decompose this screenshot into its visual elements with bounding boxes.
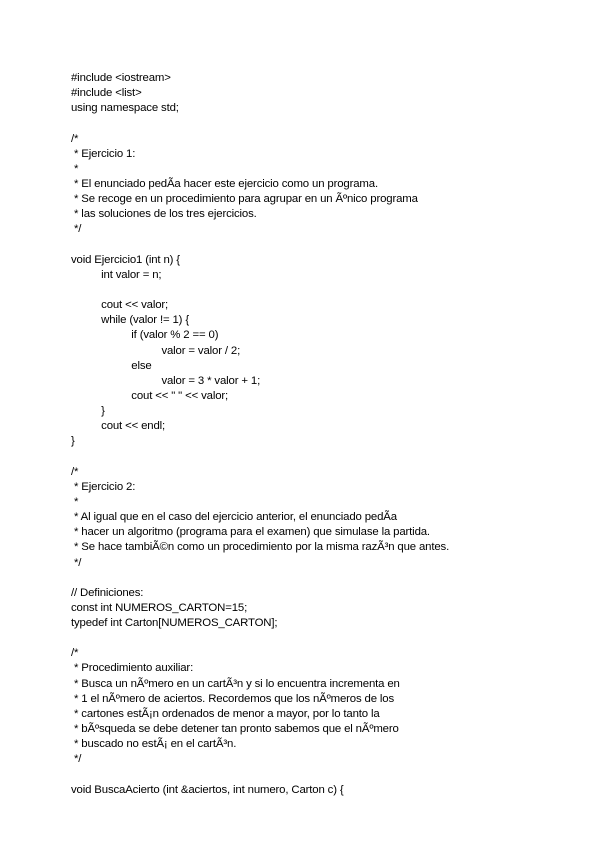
code-line xyxy=(71,767,571,782)
code-line: */ xyxy=(71,556,82,569)
code-line: * El enunciado pedÃa hacer este ejercicio como un programa. xyxy=(71,177,378,190)
code-line xyxy=(71,116,571,131)
code-line: } xyxy=(71,405,105,418)
code-line: void BuscaAcierto (int &aciertos, int numero, Carton c) { xyxy=(71,783,344,796)
code-line: * Ejercicio 2: xyxy=(71,480,136,493)
code-line: #include <iostream> xyxy=(71,72,171,84)
code-listing xyxy=(71,71,571,798)
code-line: using namespace std; xyxy=(71,102,179,115)
code-line: typedef int Carton[NUMEROS_CARTON]; xyxy=(71,617,278,630)
code-line: cout << " " << valor; xyxy=(71,389,229,402)
code-line: * 1 el nÃºmero de aciertos. Recordemos que los nÃºmeros de los xyxy=(71,692,395,705)
code-line: else xyxy=(71,359,152,372)
code-line: * Busca un nÃºmero en un cartÃ³n y si lo encuentra incrementa en xyxy=(71,677,400,690)
code-line: /* xyxy=(71,132,79,145)
code-line: if (valor % 2 == 0) xyxy=(71,329,219,342)
code-line: cout << endl; xyxy=(71,420,166,433)
code-line: } xyxy=(71,435,75,448)
code-line xyxy=(71,238,571,253)
code-line xyxy=(71,450,571,465)
code-line: int valor = n; xyxy=(71,268,162,281)
code-line: * Procedimiento auxiliar: xyxy=(71,662,194,675)
code-line xyxy=(71,283,571,298)
code-line: * xyxy=(71,162,79,175)
code-line: * las soluciones de los tres ejercicios. xyxy=(71,208,257,221)
code-line: valor = 3 * valor + 1; xyxy=(71,374,261,387)
code-line: while (valor != 1) { xyxy=(71,314,189,327)
code-line: * cartones estÃ¡n ordenados de menor a mayor, por lo tanto la xyxy=(71,707,380,720)
code-line: void Ejercicio1 (int n) { xyxy=(71,253,180,266)
code-line: */ xyxy=(71,753,82,766)
code-line: const int NUMEROS_CARTON=15; xyxy=(71,601,248,614)
code-line: * hacer un algoritmo (programa para el examen) que simulase la partida. xyxy=(71,526,430,539)
code-line: * Al igual que en el caso del ejercicio anterior, el enunciado pedÃa xyxy=(71,511,397,524)
code-line: // Definiciones: xyxy=(71,586,144,599)
code-line: */ xyxy=(71,223,82,236)
code-line: #include <list> xyxy=(71,87,142,100)
code-line: /* xyxy=(71,647,79,660)
code-line: * Ejercicio 1: xyxy=(71,147,136,160)
code-line: * Se recoge en un procedimiento para agrupar en un Ãºnico programa xyxy=(71,193,418,206)
code-line: /* xyxy=(71,465,79,478)
code-line: * Se hace tambiÃ©n como un procedimiento por la misma razÃ³n que antes. xyxy=(71,541,450,554)
code-line: valor = valor / 2; xyxy=(71,344,241,357)
code-line: cout << valor; xyxy=(71,299,169,312)
code-line: * bÃºsqueda se debe detener tan pronto sabemos que el nÃºmero xyxy=(71,723,399,736)
code-line xyxy=(71,631,571,646)
code-line xyxy=(71,571,571,586)
code-line: * buscado no estÃ¡ en el cartÃ³n. xyxy=(71,738,237,751)
code-line: * xyxy=(71,495,79,508)
